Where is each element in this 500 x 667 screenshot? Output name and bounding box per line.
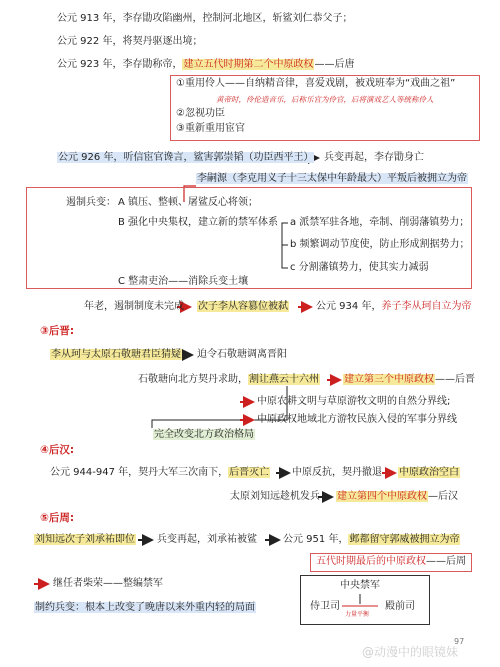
error-3 xyxy=(176,122,245,136)
watermark xyxy=(362,645,458,659)
jin-line-3 xyxy=(153,428,255,442)
zhou-line-1c-text: 公元 951 年， xyxy=(283,534,349,545)
error-1-note-text: 黄帝时，伶伦造音乐，后称乐官为伶官，后将演戏艺人等统称伶人 xyxy=(216,95,434,104)
han-line-1a: 公元 944-947 年，契丹大军三次南下， xyxy=(50,467,229,478)
suppress-b-c xyxy=(290,261,429,275)
error-2-text: ②忽视功臣 xyxy=(176,108,225,119)
line-926b xyxy=(324,151,424,165)
han-line-2b xyxy=(336,490,458,504)
text-926a: 公元 926 年，听信宦官谗言，鲨害郭崇韬（功臣西平王） xyxy=(58,152,314,163)
suppress-a xyxy=(118,196,258,210)
jin-line-2 xyxy=(138,373,320,387)
suppress-a-text: A 镇压、整顿、屠鲨反心将领； xyxy=(118,197,259,208)
line-926 xyxy=(57,151,314,165)
section-later-han-title: ④后汉: xyxy=(40,444,75,456)
han-line-1b: 后晋灭亡 xyxy=(229,467,270,478)
guard-balance-text: 力量平衡 xyxy=(345,611,370,618)
jin-line-2a: 石敬瑭向北方契丹求助， xyxy=(138,374,248,385)
line-926c xyxy=(196,172,468,186)
zhou-line-2 xyxy=(316,555,466,569)
jin-boundary-b-text: 中原政权地域北方游牧民族入侵的军事分界线 xyxy=(257,414,457,425)
zhou-line-2-text: 五代时期最后的中原政权 xyxy=(316,556,426,567)
guard-left xyxy=(310,600,340,614)
han-line-1 xyxy=(50,466,270,480)
text-934c: 公元 934 年， xyxy=(316,301,382,312)
suppress-b-c-text: c 分割藩镇势力，使其实力减弱 xyxy=(290,262,429,273)
text-934b: 次子李从容篡位被弑 xyxy=(198,301,288,312)
zhou-line-1b xyxy=(157,533,257,547)
section-later-zhou xyxy=(40,510,74,525)
suppress-label xyxy=(66,196,116,210)
text-923b: 建立五代时期第二个中原政权 xyxy=(183,59,314,70)
zhou-line-1 xyxy=(34,533,136,547)
guard-left-text: 侍卫司 xyxy=(310,601,340,612)
text-922: 公元 922 年，将契丹驱逐出境； xyxy=(57,36,203,47)
han-line-1d-text: 中原政治空白 xyxy=(399,467,459,478)
zhou-line-1a: 刘知远次子刘承祐即位 xyxy=(35,534,135,545)
jin-line-2b: 割让燕云十六州 xyxy=(249,374,319,385)
error-1 xyxy=(176,77,455,91)
jin-line-2d-text: ——后晋 xyxy=(435,374,475,385)
suppress-c-text: C 整肃吏治——消除兵变土壤 xyxy=(118,276,249,287)
line-923 xyxy=(57,58,354,72)
han-line-2c-text: —后汉 xyxy=(428,491,458,502)
jin-line-1-text: 李从珂与太原石敬瑭君臣猜疑 xyxy=(51,349,181,360)
text-923a: 公元 923 年，李存勖称帝， xyxy=(57,59,183,70)
suppress-c xyxy=(118,275,248,289)
jin-boundary-a-text: 中原农耕文明与草原游牧文明的自然分界线; xyxy=(257,396,451,407)
zhou-line-3a: 继任者柴荣——整编禁军 xyxy=(53,578,163,589)
han-line-1d xyxy=(398,466,460,480)
error-1-text: ①重用伶人——自纳精音律，喜爱戏剧，被戏班奉为“戏曲之祖” xyxy=(176,78,456,89)
suppress-b-text: B 强化中央集权，建立新的禁军体系 xyxy=(118,217,279,228)
suppress-b-b xyxy=(290,238,470,252)
suppress-b xyxy=(118,216,278,230)
zhou-line-4-text: 制约兵变：根本上改变了晚唐以来外重内轻的局面 xyxy=(35,602,255,613)
zhou-line-1d-text: 邺都留守郭威被拥立为帝 xyxy=(349,534,460,545)
jin-boundary-b xyxy=(257,413,457,427)
text-923c: ——后唐 xyxy=(314,59,355,70)
han-line-2b-text: 建立第四个中原政权 xyxy=(337,491,427,502)
text-926b: 兵变再起，李存勖身亡 xyxy=(324,152,424,163)
imperial-guard-title-text: 中央禁军 xyxy=(340,580,380,591)
page-number-text: 97 xyxy=(454,637,465,646)
jin-line-1b-text: 迫令石敬瑭调离晋阳 xyxy=(197,349,287,360)
line-934b xyxy=(197,300,289,314)
guard-balance xyxy=(345,608,369,622)
jin-line-1 xyxy=(50,348,182,362)
suppress-b-b-text: b 频繁调动节度使，防止形成割据势力； xyxy=(290,239,470,250)
han-line-1c xyxy=(292,466,382,480)
watermark-text: @动漫中的眼镜妹 xyxy=(362,645,459,659)
error-2 xyxy=(176,107,225,121)
suppress-b-a-text: a 派禁军驻各地，牵制、削弱藩镇势力； xyxy=(290,217,470,228)
jin-line-3-text: 完全改变北方政治格局 xyxy=(154,429,254,440)
han-line-1c-text: 中原反抗，契丹撤退 xyxy=(292,467,382,478)
section-later-jin xyxy=(40,323,74,338)
zhou-line-3 xyxy=(53,577,163,591)
text-934d: 养子李从珂自立为帝 xyxy=(381,301,472,312)
guard-right-text: 殿前司 xyxy=(385,601,415,612)
line-922 xyxy=(57,35,202,49)
text-926c: 李嗣源（李克用义子十三太保中年龄最大）平叛后被拥立为帝 xyxy=(197,173,467,184)
section-later-han xyxy=(40,442,74,457)
jin-line-2c-text: 建立第三个中原政权 xyxy=(344,374,434,385)
line-913 xyxy=(57,12,352,26)
imperial-guard-title xyxy=(340,579,380,593)
jin-line-2c xyxy=(343,373,475,387)
zhou-line-2b-text: ——后周 xyxy=(426,556,466,567)
zhou-line-1b-text: 兵变再起，刘承祐被鲨 xyxy=(157,534,257,545)
zhou-line-1c xyxy=(283,533,460,547)
line-934 xyxy=(84,300,184,314)
guard-right xyxy=(385,600,415,614)
suppress-label-text: 遏制兵变： xyxy=(66,197,116,208)
jin-boundary-a xyxy=(257,395,450,409)
error-1-note xyxy=(216,93,434,107)
section-later-zhou-title: ⑤后周: xyxy=(40,512,75,524)
section-later-jin-title: ③后晋: xyxy=(40,325,75,337)
jin-line-1b xyxy=(197,348,287,362)
error-3-text: ③重新重用宦官 xyxy=(176,123,245,134)
text-934a: 年老，遏制制度未完成 xyxy=(84,301,184,312)
text-913: 公元 913 年，李存勖攻陷幽州，控制河北地区，斩鲨刘仁恭父子； xyxy=(57,13,353,24)
han-line-2a: 太原刘知远趁机发兵 xyxy=(230,491,320,502)
zhou-line-4 xyxy=(34,601,256,615)
line-934c xyxy=(316,300,471,314)
suppress-b-a xyxy=(290,216,469,230)
han-line-2 xyxy=(230,490,320,504)
